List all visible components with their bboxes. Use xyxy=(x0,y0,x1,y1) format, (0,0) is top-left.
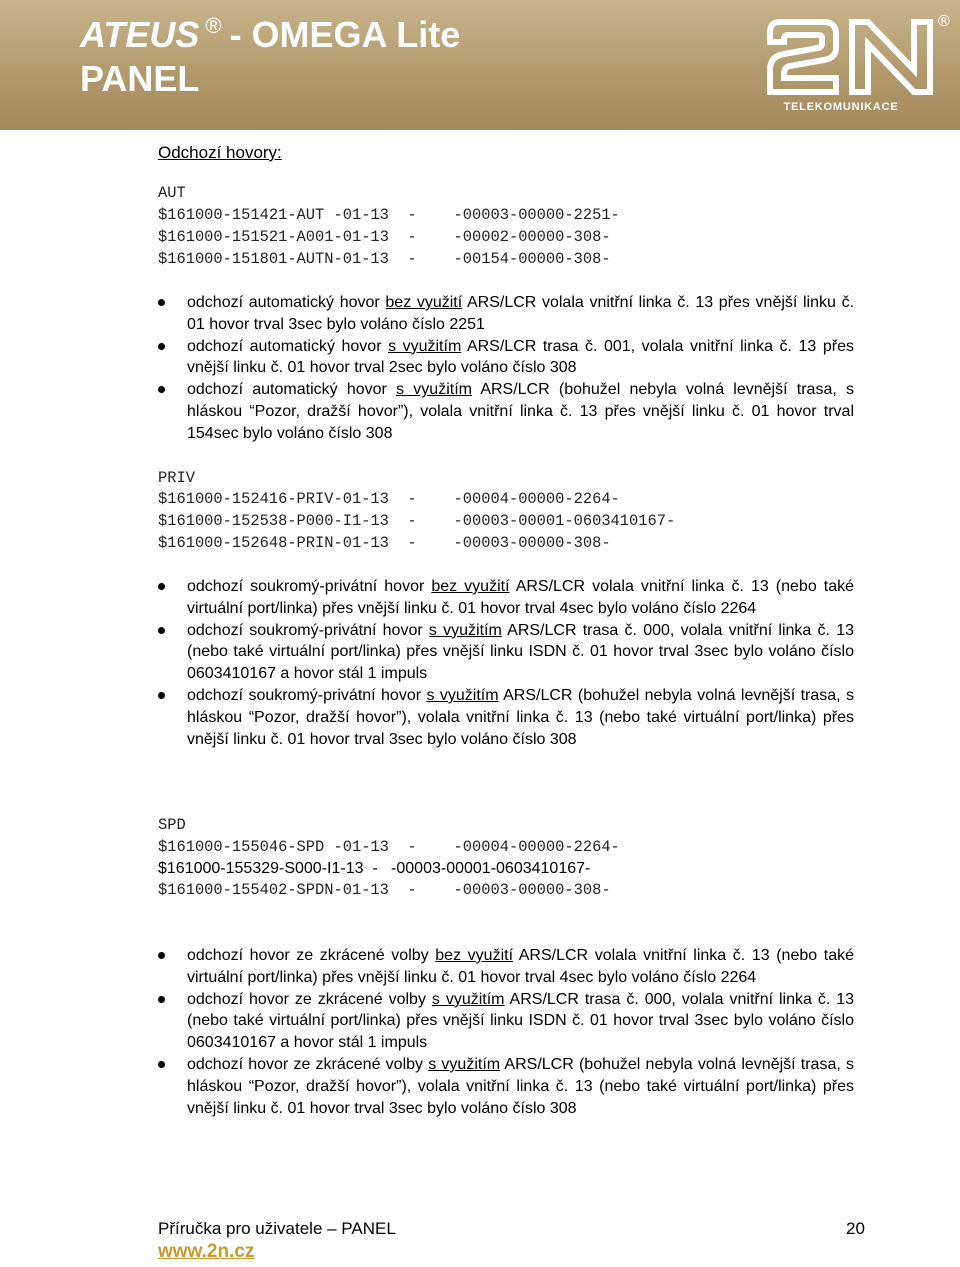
page-number: 20 xyxy=(846,1219,865,1238)
list-item: odchozí automatický hovor s využitím ARS/LCR trasa č. 001, volala vnitřní linka č. 13 přes vnější linku č. 01 hovor trval 2sec bylo voláno číslo 308 xyxy=(158,336,854,380)
aut-log-line-3: $161000-151801-AUTN-01-13 - -00154-00000-308- xyxy=(158,250,611,268)
footer-document-title: Příručka pro uživatele – PANEL xyxy=(158,1219,396,1238)
bullet-icon xyxy=(158,692,165,699)
page-header xyxy=(0,0,960,130)
brand-name: ATEUS xyxy=(80,14,200,55)
logo-registered-mark: ® xyxy=(938,13,950,30)
spd-log-line-2: $161000-155329-S000-I1-13 - -00003-00001-0603410167- xyxy=(158,860,591,877)
priv-log-line-2: $161000-152538-P000-I1-13 - -00003-00001-0603410167- xyxy=(158,512,676,530)
bullet-icon xyxy=(158,386,165,393)
spd-bullet-list xyxy=(158,945,854,1119)
priv-bullet-list xyxy=(158,576,854,750)
priv-log-line-3: $161000-152648-PRIN-01-13 - -00003-00000-308- xyxy=(158,534,611,552)
aut-log-line-2: $161000-151521-A001-01-13 - -00002-00000-308- xyxy=(158,228,611,246)
logo-subtitle: TELEKOMUNIKACE xyxy=(783,101,899,113)
list-item: odchozí automatický hovor bez využití ARS/LCR volala vnitřní linka č. 13 přes vnější linku č. 01 hovor trval 3sec bylo voláno číslo 2251 xyxy=(158,292,854,336)
registered-mark: ® xyxy=(205,13,222,38)
bullet-icon xyxy=(158,583,165,590)
header-title-line2: PANEL xyxy=(80,58,200,99)
bullet-icon xyxy=(158,343,165,350)
bullet-icon xyxy=(158,1061,165,1068)
product-name: - OMEGA Lite xyxy=(229,14,461,55)
aut-bullet-list xyxy=(158,292,854,445)
section-title: Odchozí hovory: xyxy=(158,143,282,162)
website-link[interactable]: www.2n.cz xyxy=(158,1241,255,1262)
priv-label: PRIV xyxy=(158,469,195,487)
spd-label: SPD xyxy=(158,816,186,834)
header-title xyxy=(80,4,460,101)
bullet-icon xyxy=(158,299,165,306)
list-item: odchozí automatický hovor s využitím ARS/LCR (bohužel nebyla volná levnější trasa, s hláskou “Pozor, dražší hovor”), volala vnitřní linka č. 13 přes vnější linku č. 01 hovor trval 154sec bylo voláno číslo 308 xyxy=(158,379,854,444)
list-item: odchozí soukromý-privátní hovor bez využití ARS/LCR volala vnitřní linka č. 13 (nebo také virtuální port/linka) přes vnější linku č. 01 hovor trval 4sec bylo voláno číslo 2264 xyxy=(158,576,854,620)
aut-label: AUT xyxy=(158,184,186,202)
aut-log-line-1: $161000-151421-AUT -01-13 - -00003-00000-2251- xyxy=(158,206,620,224)
priv-log-line-1: $161000-152416-PRIV-01-13 - -00004-00000-2264- xyxy=(158,490,620,508)
spd-log-line-1: $161000-155046-SPD -01-13 - -00004-00000-2264- xyxy=(158,838,620,856)
bullet-icon xyxy=(158,627,165,634)
bullet-icon xyxy=(158,996,165,1003)
spd-log-line-3: $161000-155402-SPDN-01-13 - -00003-00000-308- xyxy=(158,881,611,899)
bullet-icon xyxy=(158,952,165,959)
list-item: odchozí soukromý-privátní hovor s využitím ARS/LCR trasa č. 000, volala vnitřní linka č. 13 (nebo také virtuální port/linka) přes vnější linku ISDN č. 01 hovor trval 3sec bylo voláno číslo 0603410167 a hovor stál 1 impuls xyxy=(158,620,854,685)
list-item: odchozí hovor ze zkrácené volby s využitím ARS/LCR trasa č. 000, volala vnitřní linka č. 13 (nebo také virtuální port/linka) přes vnější linku ISDN č. 01 hovor trval 3sec bylo voláno číslo 0603410167 a hovor stál 1 impuls xyxy=(158,989,854,1054)
list-item: odchozí hovor ze zkrácené volby s využitím ARS/LCR (bohužel nebyla volná levnější trasa, s hláskou “Pozor, dražší hovor”), volala vnitřní linka č. 13 (nebo také virtuální port/linka) přes vnější linku č. 01 hovor trval 3sec bylo voláno číslo 308 xyxy=(158,1054,854,1119)
list-item: odchozí soukromý-privátní hovor s využitím ARS/LCR (bohužel nebyla volná levnější trasa, s hláskou “Pozor, dražší hovor”), volala vnitřní linka č. 13 (nebo také virtuální port/linka) přes vnější linku č. 01 hovor trval 3sec bylo voláno číslo 308 xyxy=(158,685,854,750)
list-item: odchozí hovor ze zkrácené volby bez využití ARS/LCR volala vnitřní linka č. 13 (nebo také virtuální port/linka) přes vnější linku č. 01 hovor trval 4sec bylo voláno číslo 2264 xyxy=(158,945,854,989)
